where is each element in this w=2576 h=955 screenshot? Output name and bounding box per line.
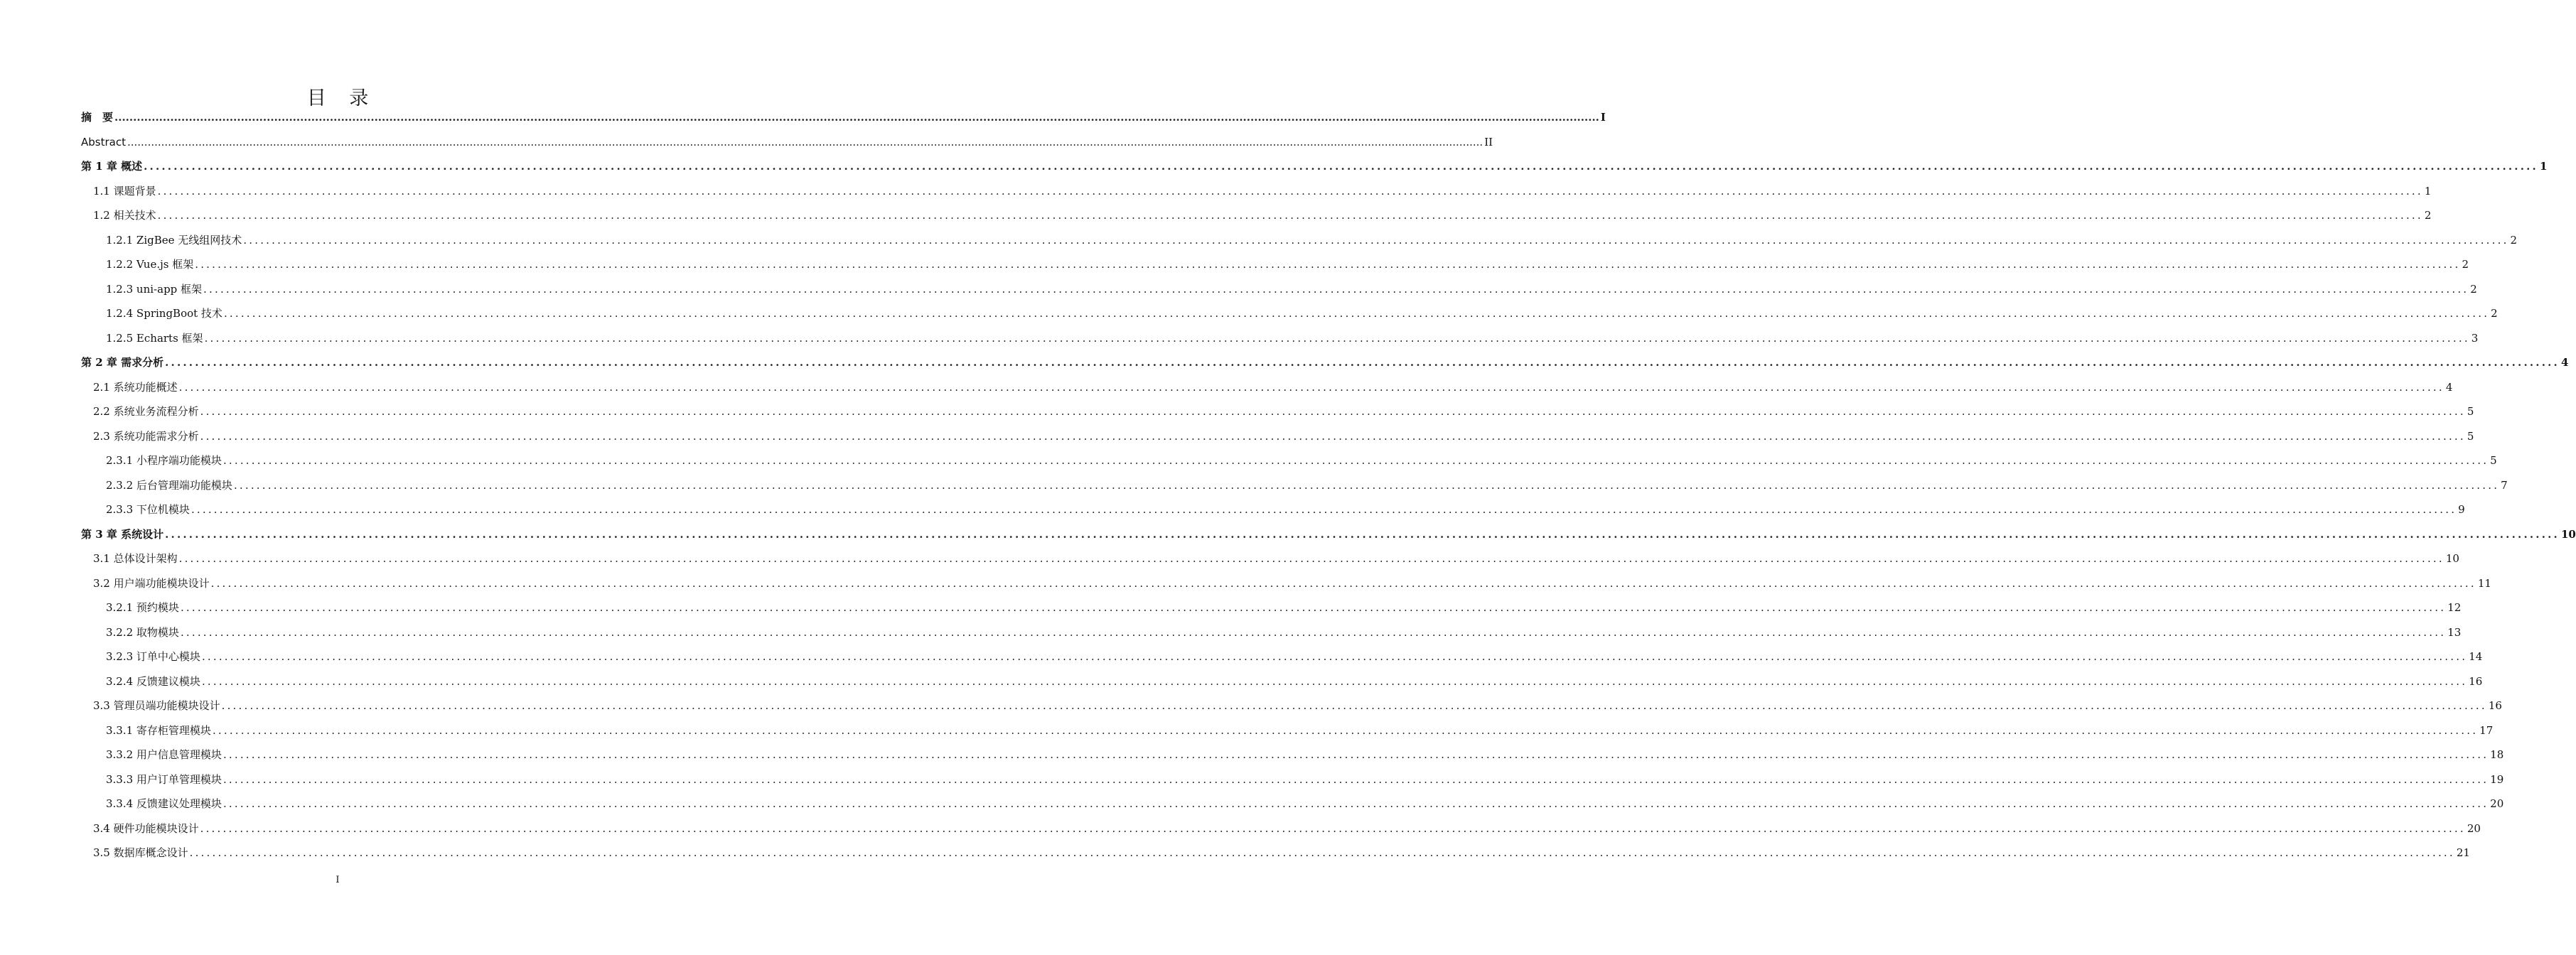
toc-entry-subsection[interactable] [81,301,2498,326]
toc-entry-title: 1.2.3 uni-app 框架 [106,282,203,296]
toc-entry-subsection[interactable] [81,620,2462,645]
toc-entry-section[interactable] [81,546,2459,571]
toc-entry-page: 2 [2424,209,2432,222]
toc-entry-page: 2 [2491,307,2498,320]
toc-entry-subsection[interactable] [81,792,2504,816]
toc-entry-subsection[interactable] [81,595,2462,620]
toc-entry-page: 14 [2469,650,2483,663]
toc-entry-page: II [1484,135,1493,149]
toc-entry-section[interactable] [81,694,2502,718]
toc-entry-page: 10 [2560,527,2576,541]
toc-entry-title: 3.3.3 用户订单管理模块 [106,772,222,786]
toc-leader-dots: ................................................................................................................................................................................................................................................................................................................................................................................................................ [201,650,2468,663]
toc-entry-page: 3 [2471,331,2479,345]
toc-entry-title: 3.2.3 订单中心模块 [106,650,200,663]
toc-entry-title: 摘 要 [81,111,114,124]
toc-entry-title: 第 1 章 概述 [81,160,143,173]
toc-entry-subsection[interactable] [81,326,2479,351]
table-of-contents [81,105,2576,865]
toc-leader-dots: ................................................................................................................................................................................................................................................................................................................................................................................................................ [200,429,2466,443]
toc-leader-dots: ................................................................................................................................................................................................................................................................................................................................................................................................................ [222,748,2489,761]
toc-entry-page: 5 [2490,454,2497,467]
toc-entry-page: 5 [2467,405,2474,418]
toc-entry-page: 1 [2424,184,2432,198]
toc-entry-page: 16 [2488,699,2502,712]
toc-entry-title: 1.2.2 Vue.js 框架 [106,258,194,271]
toc-entry-section[interactable] [81,424,2474,449]
toc-entry-title: 第 3 章 系统设计 [81,527,164,541]
toc-leader-dots: ................................................................................................................................................................................................................................................................................................................................................................................................................ [222,454,2489,467]
toc-leader-dots: ................................................................................................................................................................................................................................................................................................................................................................................................................ [144,160,2538,173]
toc-entry-title: 1.2.1 ZigBee 无线组网技术 [106,233,242,247]
toc-leader-dots: ................................................................................................................................................................................................................................................................................................................................................................................................................ [200,405,2466,418]
toc-entry-title: 3.3 管理员端功能模块设计 [93,699,220,712]
toc-entry-page: 20 [2490,797,2504,810]
toc-entry-page: 17 [2479,723,2494,737]
toc-entry-title: 2.3.1 小程序端功能模块 [106,454,222,467]
page-number: I [336,875,340,885]
toc-leader-dots: ................................................................................................................................................................................................................................................................................................................................................................................................................ [243,233,2509,247]
toc-leader-dots: ................................................................................................................................................................................................................................................................................................................................................................................................................ [222,797,2489,810]
toc-leader-dots: ................................................................................................................................................................................................................................................................................................................................................................................................................ [200,821,2466,835]
toc-entry-page: 5 [2467,429,2474,443]
toc-leader-dots: ................................................................................................................................................................................................................................................................................................................................................................................................................ [178,552,2444,565]
toc-entry-section[interactable] [81,375,2453,400]
toc-entry-page: 13 [2447,625,2462,639]
toc-entry-page: 18 [2490,748,2504,761]
toc-entry-title: 3.2.1 预约模块 [106,601,179,614]
toc-entry-subsection[interactable] [81,228,2518,253]
toc-entry-abstract-cn[interactable] [81,105,1606,130]
toc-leader-dots: ................................................................................................................................................................................................................................................................................................................................................................................................................ [221,699,2487,712]
toc-entry-page: 21 [2456,846,2470,859]
toc-entry-title: 2.3.3 下位机模块 [106,503,190,516]
toc-entry-page: 20 [2467,821,2481,835]
toc-leader-dots: ................................................................................................................................................................................................................................................................................................................................................................................................................ [189,846,2455,859]
toc-entry-title: 2.1 系统功能概述 [93,380,178,394]
toc-entry-section[interactable] [81,571,2491,596]
toc-entry-subsection[interactable] [81,448,2497,473]
toc-entry-page: 10 [2445,552,2459,565]
toc-entry-subsection[interactable] [81,252,2469,277]
toc-entry-page: 9 [2458,503,2465,516]
toc-entry-section[interactable] [81,816,2481,841]
toc-leader-dots: ................................................................................................................................................................................................................................................................................................................................................................................................................ [201,674,2468,688]
toc-entry-subsection[interactable] [81,497,2465,522]
toc-leader-dots: ................................................................................................................................................................................................................................................................................................................................................................................................................ [203,282,2469,296]
toc-entry-subsection[interactable] [81,669,2483,694]
toc-entry-page: 2 [2510,233,2518,247]
toc-entry-page: 4 [2445,380,2453,394]
toc-entry-subsection[interactable] [81,767,2504,792]
toc-leader-dots: ................................................................................................................................................................................................................................................................................................................................................................................................................ [195,258,2461,271]
toc-entry-title: 1.2.4 SpringBoot 技术 [106,307,222,320]
toc-entry-page: 4 [2560,356,2569,369]
toc-entry-title: 1.2 相关技术 [93,209,156,222]
toc-entry-page: 19 [2490,772,2504,786]
toc-leader-dots: ................................................................................................................................................................................................................................................................................................................................................................................................................ [222,772,2489,786]
toc-entry-section[interactable] [81,179,2432,204]
toc-entry-page: 16 [2469,674,2483,688]
toc-leader-dots: ................................................................................................................................................................................................................................................................................................................................................................................................................ [157,184,2423,198]
toc-entry-subsection[interactable] [81,718,2494,743]
toc-entry-title: 3.2 用户端功能模块设计 [93,576,210,590]
toc-leader-dots: ................................................................................................................................................................................................................................................................................................................................................................................................................ [210,576,2476,590]
toc-leader-dots: ................................................................................................................................................................................................................................................................................................................................................................................................................ [157,209,2423,222]
toc-entry-chapter-2[interactable] [81,350,2569,375]
toc-entry-page: 11 [2477,576,2491,590]
toc-entry-page: 2 [2470,282,2477,296]
toc-entry-subsection[interactable] [81,473,2508,498]
toc-leader-dots: ................................................................................................................................................................................................................................................................................................................................................................................................................ [114,111,1599,124]
toc-entry-subsection[interactable] [81,743,2504,767]
toc-leader-dots: ................................................................................................................................................................................................................................................................................................................................................................................................................ [204,331,2470,345]
toc-entry-title: 3.2.2 取物模块 [106,625,179,639]
toc-entry-title: 3.3.2 用户信息管理模块 [106,748,222,761]
toc-entry-title: 3.2.4 反馈建议模块 [106,674,200,688]
toc-entry-page: 2 [2462,258,2469,271]
toc-entry-title: 3.5 数据库概念设计 [93,846,188,859]
toc-leader-dots: ................................................................................................................................................................................................................................................................................................................................................................................................................ [165,356,2560,369]
toc-entry-chapter-3[interactable] [81,522,2576,547]
toc-entry-subsection[interactable] [81,277,2477,302]
toc-entry-section[interactable] [81,841,2470,865]
page-title: 目 录 [306,87,377,109]
toc-leader-dots: ................................................................................................................................................................................................................................................................................................................................................................................................................ [223,307,2490,320]
toc-leader-dots: ................................................................................................................................................................................................................................................................................................................................................................................................................ [127,135,1483,149]
toc-entry-subsection[interactable] [81,644,2483,669]
toc-leader-dots: ................................................................................................................................................................................................................................................................................................................................................................................................................ [178,380,2444,394]
toc-entry-page: 12 [2447,601,2462,614]
toc-entry-title: 2.3.2 后台管理端功能模块 [106,478,232,492]
toc-leader-dots: ................................................................................................................................................................................................................................................................................................................................................................................................................ [212,723,2479,737]
toc-entry-title: 3.4 硬件功能模块设计 [93,821,199,835]
toc-entry-page: I [1600,111,1606,124]
toc-entry-section[interactable] [81,203,2432,228]
toc-leader-dots: ................................................................................................................................................................................................................................................................................................................................................................................................................ [180,625,2447,639]
toc-leader-dots: ................................................................................................................................................................................................................................................................................................................................................................................................................ [190,503,2457,516]
toc-entry-title: 3.3.1 寄存柜管理模块 [106,723,211,737]
toc-entry-title: 2.2 系统业务流程分析 [93,405,199,418]
toc-entry-title: 1.1 课题背景 [93,184,156,198]
toc-entry-title: 第 2 章 需求分析 [81,356,164,369]
toc-entry-title: 3.1 总体设计架构 [93,552,178,565]
toc-entry-title: 1.2.5 Echarts 框架 [106,331,203,345]
toc-entry-page: 1 [2539,160,2548,173]
toc-entry-section[interactable] [81,399,2474,424]
toc-entry-title: Abstract [81,135,126,149]
toc-entry-page: 7 [2501,478,2508,492]
toc-leader-dots: ................................................................................................................................................................................................................................................................................................................................................................................................................ [233,478,2500,492]
toc-entry-chapter-1[interactable] [81,154,2548,179]
toc-entry-abstract-en[interactable] [81,130,1493,155]
toc-entry-title: 2.3 系统功能需求分析 [93,429,199,443]
toc-entry-title: 3.3.4 反馈建议处理模块 [106,797,222,810]
toc-leader-dots: ................................................................................................................................................................................................................................................................................................................................................................................................................ [180,601,2447,614]
toc-leader-dots: ................................................................................................................................................................................................................................................................................................................................................................................................................ [165,527,2560,541]
